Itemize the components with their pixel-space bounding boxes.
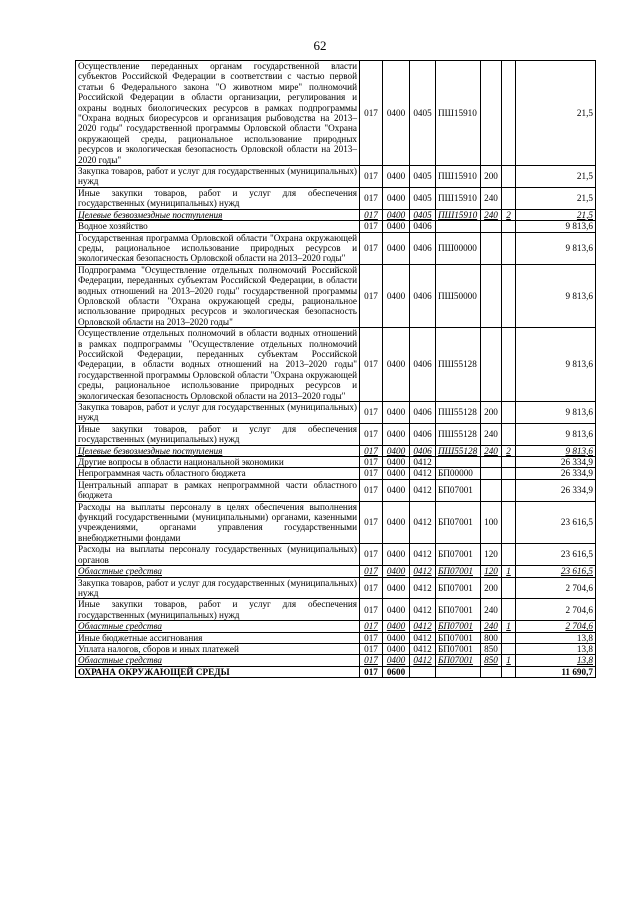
row-amount: 21,5 — [516, 209, 596, 220]
row-amount: 13,8 — [516, 655, 596, 666]
row-rz-code: 0400 — [383, 457, 410, 468]
row-vr-code: 240 — [481, 209, 502, 220]
row-csr-code: БП07001 — [436, 479, 481, 501]
row-rz-code: 0400 — [383, 166, 410, 188]
row-source-code — [502, 232, 516, 264]
row-csr-code: ПШ55128 — [436, 402, 481, 424]
table-row — [76, 166, 596, 188]
row-name: Иные закупки товаров, работ и услуг для обеспечения государственных (муниципальных) нужд — [76, 423, 360, 445]
row-rz-code: 0400 — [383, 632, 410, 643]
row-pr-code: 0412 — [410, 479, 436, 501]
table-row — [76, 209, 596, 220]
row-gr-code: 017 — [360, 328, 383, 402]
row-gr-code: 017 — [360, 566, 383, 577]
row-rz-code: 0400 — [383, 577, 410, 599]
row-source-code — [502, 468, 516, 479]
table-row — [76, 232, 596, 264]
row-source-code: 1 — [502, 566, 516, 577]
table-row — [76, 566, 596, 577]
row-pr-code: 0412 — [410, 655, 436, 666]
row-csr-code: БП07001 — [436, 599, 481, 621]
row-amount: 26 334,9 — [516, 468, 596, 479]
row-rz-code: 0400 — [383, 501, 410, 544]
row-source-code: 2 — [502, 209, 516, 220]
table-row — [76, 423, 596, 445]
row-gr-code: 017 — [360, 457, 383, 468]
row-vr-code: 200 — [481, 402, 502, 424]
table-row — [76, 544, 596, 566]
row-vr-code: 100 — [481, 501, 502, 544]
row-vr-code — [481, 479, 502, 501]
row-source-code: 1 — [502, 621, 516, 632]
table-row — [76, 479, 596, 501]
row-gr-code: 017 — [360, 166, 383, 188]
row-gr-code: 017 — [360, 61, 383, 166]
row-rz-code: 0400 — [383, 221, 410, 232]
row-source-code — [502, 479, 516, 501]
row-source-code — [502, 457, 516, 468]
budget-table — [75, 60, 596, 678]
row-csr-code: ПШ55128 — [436, 328, 481, 402]
row-gr-code: 017 — [360, 655, 383, 666]
row-gr-code: 017 — [360, 632, 383, 643]
row-gr-code: 017 — [360, 468, 383, 479]
table-row — [76, 643, 596, 654]
row-vr-code — [481, 666, 502, 677]
row-name: Государственная программа Орловской области "Охрана окружающей среды, рациональное использование природных ресурсов и экологическая безопасность Орловской области на 2013–2020 годы" — [76, 232, 360, 264]
row-csr-code: ПШ55128 — [436, 445, 481, 456]
row-amount: 21,5 — [516, 166, 596, 188]
row-gr-code: 017 — [360, 666, 383, 677]
row-vr-code — [481, 468, 502, 479]
row-source-code — [502, 599, 516, 621]
row-rz-code: 0400 — [383, 599, 410, 621]
row-vr-code: 120 — [481, 566, 502, 577]
row-amount: 9 813,6 — [516, 445, 596, 456]
row-name: Уплата налогов, сборов и иных платежей — [76, 643, 360, 654]
row-rz-code: 0400 — [383, 209, 410, 220]
row-csr-code: БП07001 — [436, 566, 481, 577]
row-pr-code: 0406 — [410, 445, 436, 456]
row-csr-code: БП07001 — [436, 544, 481, 566]
row-pr-code: 0406 — [410, 402, 436, 424]
row-csr-code: БП07001 — [436, 621, 481, 632]
row-vr-code: 240 — [481, 445, 502, 456]
row-source-code — [502, 61, 516, 166]
row-source-code — [502, 544, 516, 566]
table-row — [76, 468, 596, 479]
row-pr-code: 0412 — [410, 544, 436, 566]
row-source-code — [502, 264, 516, 327]
row-name: Водное хозяйство — [76, 221, 360, 232]
row-source-code: 1 — [502, 655, 516, 666]
row-amount: 26 334,9 — [516, 479, 596, 501]
row-vr-code: 120 — [481, 544, 502, 566]
row-vr-code: 200 — [481, 166, 502, 188]
row-pr-code: 0412 — [410, 621, 436, 632]
row-pr-code: 0412 — [410, 566, 436, 577]
row-source-code: 2 — [502, 445, 516, 456]
row-gr-code: 017 — [360, 599, 383, 621]
row-gr-code: 017 — [360, 501, 383, 544]
row-csr-code — [436, 666, 481, 677]
row-pr-code: 0406 — [410, 221, 436, 232]
row-source-code — [502, 666, 516, 677]
budget-table-body — [76, 61, 596, 678]
table-row — [76, 666, 596, 677]
row-amount: 9 813,6 — [516, 328, 596, 402]
row-source-code — [502, 643, 516, 654]
row-gr-code: 017 — [360, 621, 383, 632]
row-amount: 9 813,6 — [516, 402, 596, 424]
row-name: Расходы на выплаты персоналу государственных (муниципальных) органов — [76, 544, 360, 566]
row-pr-code: 0412 — [410, 457, 436, 468]
row-rz-code: 0400 — [383, 264, 410, 327]
row-vr-code: 240 — [481, 423, 502, 445]
row-name: Осуществление переданных органам государственной власти субъектов Российской Федерации в соответствии с частью первой статьи 6 Федерального закона "О животном мире" полномочий Российской Федерации в области организации, регулирования и охраны водных биологических ресурсов в рамках подпрограммы "Охрана водных биоресурсов и организация рыбоводства на 2013–2020 годы" государственной программы Орловской области "Охрана окружающей среды, рациональное использование природных ресурсов и экологическая безопасность Орловской области на 2013–2020 годы" — [76, 61, 360, 166]
row-pr-code: 0406 — [410, 232, 436, 264]
row-vr-code: 800 — [481, 632, 502, 643]
row-source-code — [502, 423, 516, 445]
table-row — [76, 61, 596, 166]
row-csr-code: БП07001 — [436, 632, 481, 643]
row-gr-code: 017 — [360, 445, 383, 456]
row-name: ОХРАНА ОКРУЖАЮЩЕЙ СРЕДЫ — [76, 666, 360, 677]
row-pr-code: 0405 — [410, 61, 436, 166]
row-source-code — [502, 221, 516, 232]
row-rz-code: 0400 — [383, 544, 410, 566]
table-row — [76, 599, 596, 621]
row-amount: 9 813,6 — [516, 221, 596, 232]
row-amount: 13,8 — [516, 643, 596, 654]
row-source-code — [502, 166, 516, 188]
row-csr-code — [436, 221, 481, 232]
row-pr-code: 0412 — [410, 577, 436, 599]
row-name: Центральный аппарат в рамках непрограммной части областного бюджета — [76, 479, 360, 501]
row-csr-code: ПШ15910 — [436, 61, 481, 166]
row-amount: 9 813,6 — [516, 232, 596, 264]
row-gr-code: 017 — [360, 402, 383, 424]
row-pr-code: 0406 — [410, 423, 436, 445]
table-row — [76, 621, 596, 632]
row-source-code — [502, 501, 516, 544]
row-pr-code — [410, 666, 436, 677]
row-rz-code: 0400 — [383, 643, 410, 654]
row-gr-code: 017 — [360, 221, 383, 232]
row-name: Областные средства — [76, 566, 360, 577]
table-row — [76, 187, 596, 209]
row-source-code — [502, 187, 516, 209]
row-csr-code: ПШ15910 — [436, 209, 481, 220]
row-amount: 9 813,6 — [516, 264, 596, 327]
row-rz-code: 0400 — [383, 479, 410, 501]
row-rz-code: 0400 — [383, 445, 410, 456]
row-name: Непрограммная часть областного бюджета — [76, 468, 360, 479]
page-number: 62 — [313, 38, 327, 53]
row-rz-code: 0400 — [383, 655, 410, 666]
row-name: Иные бюджетные ассигнования — [76, 632, 360, 643]
row-vr-code: 850 — [481, 643, 502, 654]
row-gr-code: 017 — [360, 643, 383, 654]
row-name: Областные средства — [76, 621, 360, 632]
row-csr-code — [436, 457, 481, 468]
row-rz-code: 0400 — [383, 61, 410, 166]
row-pr-code: 0405 — [410, 166, 436, 188]
row-vr-code: 200 — [481, 577, 502, 599]
row-rz-code: 0400 — [383, 468, 410, 479]
row-csr-code: ПШ50000 — [436, 264, 481, 327]
row-pr-code: 0405 — [410, 209, 436, 220]
row-gr-code: 017 — [360, 232, 383, 264]
row-name: Закупка товаров, работ и услуг для государственных (муниципальных) нужд — [76, 402, 360, 424]
row-pr-code: 0412 — [410, 468, 436, 479]
row-name: Закупка товаров, работ и услуг для государственных (муниципальных) нужд — [76, 166, 360, 188]
row-csr-code: ПШ15910 — [436, 166, 481, 188]
row-name: Осуществление отдельных полномочий в области водных отношений в рамках подпрограммы "Осуществление отдельных полномочий Российской Федерации, переданных субъектам Российской Федерации, в области водных отношений на 2013–2020 годы" государственной программы Орловской области "Охрана окружающей среды, рациональное использование природных ресурсов и экологическая безопасность Орловской области на 2013–2020 годы" — [76, 328, 360, 402]
table-row — [76, 655, 596, 666]
row-vr-code — [481, 232, 502, 264]
row-vr-code — [481, 221, 502, 232]
row-rz-code: 0600 — [383, 666, 410, 677]
row-pr-code: 0406 — [410, 328, 436, 402]
row-rz-code: 0400 — [383, 423, 410, 445]
row-amount: 26 334,9 — [516, 457, 596, 468]
row-pr-code: 0412 — [410, 501, 436, 544]
row-gr-code: 017 — [360, 577, 383, 599]
row-name: Подпрограмма "Осуществление отдельных полномочий Российской Федерации, переданных субъектам Российской Федерации, в области водных отношений на 2013–2020 годы" государственной программы Орловской области "Охрана окружающей среды, рациональное использование природных ресурсов и экологическая безопасность Орловской области на 2013–2020 годы" — [76, 264, 360, 327]
table-row — [76, 457, 596, 468]
table-row — [76, 328, 596, 402]
row-source-code — [502, 577, 516, 599]
row-amount: 9 813,6 — [516, 423, 596, 445]
row-gr-code: 017 — [360, 209, 383, 220]
table-row — [76, 221, 596, 232]
row-amount: 2 704,6 — [516, 599, 596, 621]
row-csr-code: ПШ00000 — [436, 232, 481, 264]
row-vr-code — [481, 328, 502, 402]
row-rz-code: 0400 — [383, 402, 410, 424]
row-csr-code: ПШ15910 — [436, 187, 481, 209]
row-rz-code: 0400 — [383, 328, 410, 402]
table-row — [76, 402, 596, 424]
row-name: Закупка товаров, работ и услуг для государственных (муниципальных) нужд — [76, 577, 360, 599]
row-pr-code: 0412 — [410, 632, 436, 643]
row-pr-code: 0406 — [410, 264, 436, 327]
row-name: Другие вопросы в области национальной экономики — [76, 457, 360, 468]
table-row — [76, 445, 596, 456]
row-source-code — [502, 632, 516, 643]
row-vr-code: 240 — [481, 187, 502, 209]
row-csr-code: БП07001 — [436, 643, 481, 654]
row-vr-code: 850 — [481, 655, 502, 666]
row-source-code — [502, 328, 516, 402]
row-gr-code: 017 — [360, 187, 383, 209]
table-row — [76, 577, 596, 599]
row-amount: 23 616,5 — [516, 566, 596, 577]
row-gr-code: 017 — [360, 264, 383, 327]
row-csr-code: БП07001 — [436, 577, 481, 599]
row-pr-code: 0412 — [410, 599, 436, 621]
row-name: Целевые безвозмездные поступления — [76, 209, 360, 220]
table-row — [76, 632, 596, 643]
row-name: Иные закупки товаров, работ и услуг для обеспечения государственных (муниципальных) нужд — [76, 187, 360, 209]
row-gr-code: 017 — [360, 423, 383, 445]
table-row — [76, 264, 596, 327]
row-rz-code: 0400 — [383, 187, 410, 209]
row-gr-code: 017 — [360, 544, 383, 566]
row-csr-code: ПШ55128 — [436, 423, 481, 445]
row-rz-code: 0400 — [383, 566, 410, 577]
row-source-code — [502, 402, 516, 424]
row-name: Расходы на выплаты персоналу в целях обеспечения выполнения функций государственными (муниципальными) органами, казенными учреждениями, органами управления государственными внебюджетными фондами — [76, 501, 360, 544]
row-vr-code — [481, 457, 502, 468]
row-amount: 23 616,5 — [516, 544, 596, 566]
row-name: Целевые безвозмездные поступления — [76, 445, 360, 456]
row-amount: 13,8 — [516, 632, 596, 643]
row-amount: 21,5 — [516, 187, 596, 209]
row-amount: 2 704,6 — [516, 621, 596, 632]
row-vr-code — [481, 61, 502, 166]
row-amount: 23 616,5 — [516, 501, 596, 544]
row-amount: 2 704,6 — [516, 577, 596, 599]
row-amount: 11 690,7 — [516, 666, 596, 677]
row-pr-code: 0412 — [410, 643, 436, 654]
row-csr-code: БП07001 — [436, 655, 481, 666]
row-csr-code: БП07001 — [436, 501, 481, 544]
row-vr-code: 240 — [481, 621, 502, 632]
row-pr-code: 0405 — [410, 187, 436, 209]
row-rz-code: 0400 — [383, 621, 410, 632]
table-row — [76, 501, 596, 544]
row-csr-code: БП00000 — [436, 468, 481, 479]
row-amount: 21,5 — [516, 61, 596, 166]
row-name: Областные средства — [76, 655, 360, 666]
row-rz-code: 0400 — [383, 232, 410, 264]
row-gr-code: 017 — [360, 479, 383, 501]
row-name: Иные закупки товаров, работ и услуг для обеспечения государственных (муниципальных) нужд — [76, 599, 360, 621]
row-vr-code: 240 — [481, 599, 502, 621]
row-vr-code — [481, 264, 502, 327]
